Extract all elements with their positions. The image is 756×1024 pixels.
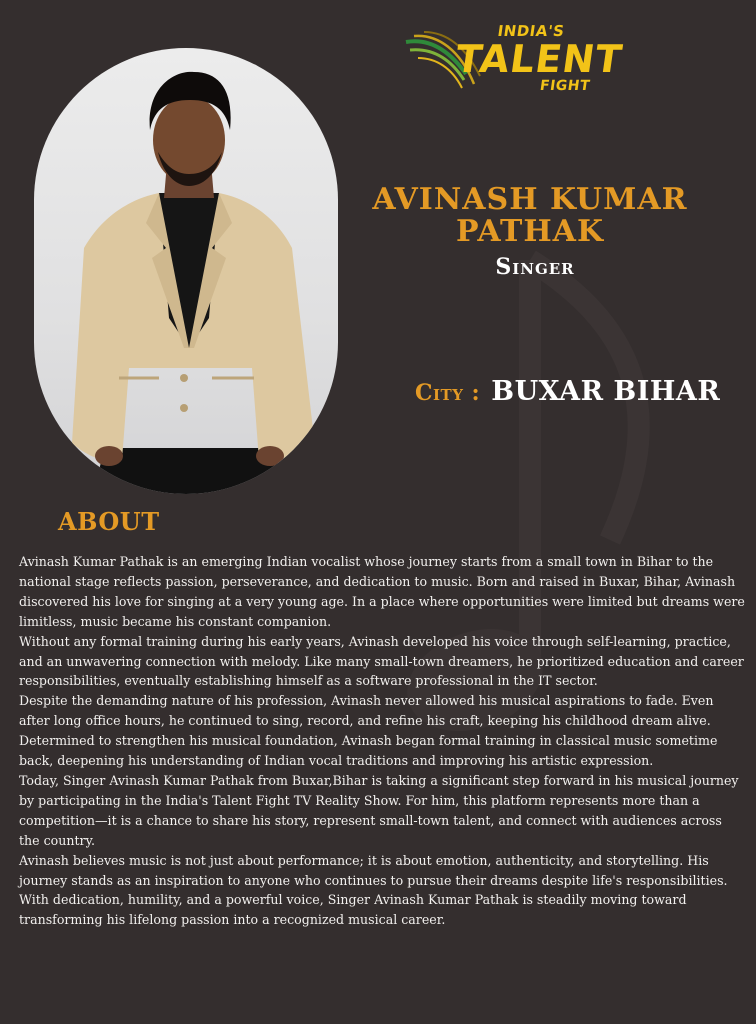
about-paragraph: Today, Singer Avinash Kumar Pathak from Buxar,Bihar is taking a significant step forward in his musical journey by participating in the India's Talent Fight TV Reality Show. For him, this platform represents more than a competition—it is a chance to share his story, represent small-town talent, and connect with audiences across the country. — [19, 772, 739, 848]
logo-wordmark — [452, 18, 626, 94]
logo-line-1: INDIA'S — [496, 22, 566, 40]
about-paragraph: Avinash believes music is not just about performance; it is about emotion, authenticity, and storytelling. His journey stands as an inspiration to anyone who continues to pursue their dreams despite life's responsibilities. — [19, 852, 728, 888]
about-paragraph: Without any formal training during his early years, Avinash developed his voice through self-learning, practice, and an unwavering connection with melody. Like many small-town dreamers, he prioritized education and career responsibilities, eventually establishing himself as a software professional in the IT sector. — [19, 633, 744, 689]
city-row — [415, 376, 755, 407]
about-paragraph: Avinash Kumar Pathak is an emerging Indian vocalist whose journey starts from a small town in Bihar to the national stage reflects passion, perseverance, and dedication to music. Born and raised in Buxar, Bihar, Avinash discovered his love for singing at a very young age. In a place where opportunities were limited but dreams were limitless, music became his constant companion. — [19, 554, 745, 629]
person-role: Singer — [495, 254, 575, 280]
about-heading: ABOUT — [58, 507, 160, 536]
profile-photo — [34, 48, 338, 494]
person-name: AVINASH KUMAR PATHAK — [372, 182, 688, 249]
city-value: BUXAR BIHAR — [491, 376, 721, 407]
show-logo — [404, 18, 626, 108]
person-portrait-icon — [34, 48, 338, 494]
about-paragraph: Determined to strengthen his musical foundation, Avinash began formal training in classical music sometime back, deepening his understanding of Indian vocal traditions and improving his artistic expression. — [19, 733, 718, 769]
city-label: City : — [415, 380, 481, 406]
logo-line-3: FIGHT — [538, 78, 592, 94]
about-paragraph: With dedication, humility, and a powerful voice, Singer Avinash Kumar Pathak is steadily moving toward transforming his lifelong passion into a recognized musical career. — [19, 892, 687, 928]
logo-line-2: TALENT — [452, 37, 626, 81]
about-body — [19, 552, 745, 930]
about-paragraph: Despite the demanding nature of his profession, Avinash never allowed his musical aspirations to fade. Even after long office hours, he continued to sing, record, and refine his craft, keeping his childhood dream alive. — [19, 693, 714, 729]
